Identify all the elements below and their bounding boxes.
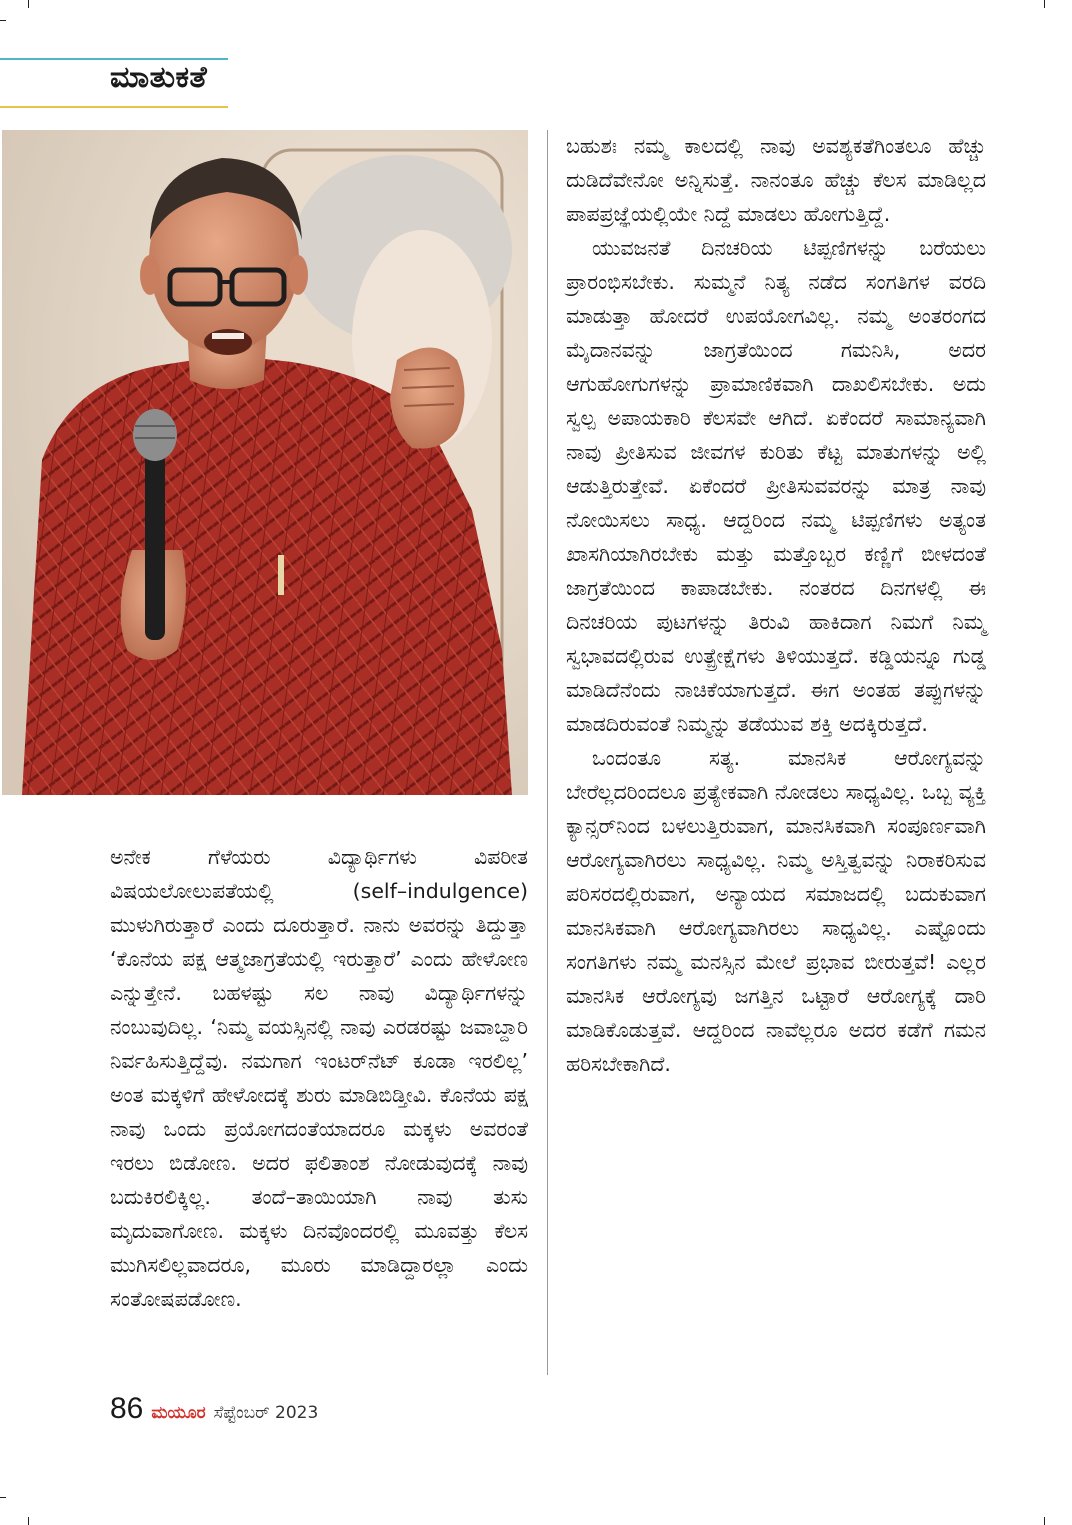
column-divider xyxy=(547,130,548,1375)
left-column xyxy=(110,840,528,1316)
right-paragraph: ಬಹುಶಃ ನಮ್ಮ ಕಾಲದಲ್ಲಿ ನಾವು ಅವಶ್ಯಕತೆಗಿಂತಲೂ ಹೆಚ್ಚು ದುಡಿದೆವೇನೋ ಅನ್ನಿಸುತ್ತೆ. ನಾನಂತೂ ಹೆಚ್ಚು ಕೆಲಸ ಮಾಡಿಲ್ಲದ ಪಾಪಪ್ರಜ್ಞೆಯಲ್ಲಿಯೇ ನಿದ್ದೆ ಮಾಡಲು ಹೋಗುತ್ತಿದ್ದೆ. xyxy=(566,134,986,226)
page-number: 86 xyxy=(110,1392,144,1425)
crop-mark-top-left xyxy=(28,0,29,8)
left-paragraph: ಅನೇಕ ಗೆಳೆಯರು ವಿದ್ಯಾರ್ಥಿಗಳು ವಿಪರೀತ ವಿಷಯಲೋಲುಪತೆಯಲ್ಲಿ (self–indulgence) ಮುಳುಗಿರುತ್ತಾರೆ ಎಂದು ದೂರುತ್ತಾರೆ. ನಾನು ಅವರನ್ನು ತಿದ್ದುತ್ತಾ ‘ಕೊನೆಯ ಪಕ್ಷ ಆತ್ಮಜಾಗ್ರತೆಯಲ್ಲಿ ಇರುತ್ತಾರೆ’ ಎಂದು ಹೇಳೋಣ ಎನ್ನುತ್ತೇನೆ. ಬಹಳಷ್ಟು ಸಲ ನಾವು ವಿದ್ಯಾರ್ಥಿಗಳನ್ನು ನಂಬುವುದಿಲ್ಲ. ‘ನಿಮ್ಮ ವಯಸ್ಸಿನಲ್ಲಿ ನಾವು ಎರಡರಷ್ಟು ಜವಾಬ್ದಾರಿ ನಿರ್ವಹಿಸುತ್ತಿದ್ದೆವು. ನಮಗಾಗ ಇಂಟರ್‌ನೆಟ್ ಕೂಡಾ ಇರಲಿಲ್ಲ’ ಅಂತ ಮಕ್ಕಳಿಗೆ ಹೇಳೋದಕ್ಕೆ ಶುರು ಮಾಡಿಬಿಡ್ತೀವಿ. ಕೊನೆಯ ಪಕ್ಷ ನಾವು ಒಂದು ಪ್ರಯೋಗದಂತೆಯಾದರೂ ಮಕ್ಕಳು ಅವರಂತೆ ಇರಲು ಬಿಡೋಣ. ಅದರ ಫಲಿತಾಂಶ ನೋಡುವುದಕ್ಕೆ ನಾವು ಬದುಕಿರಲಿಕ್ಕಿಲ್ಲ. ತಂದೆ–ತಾಯಿಯಾಗಿ ನಾವು ತುಸು ಮೃದುವಾಗೋಣ. ಮಕ್ಕಳು ದಿನವೊಂದರಲ್ಲಿ ಮೂವತ್ತು ಕೆಲಸ ಮುಗಿಸಲಿಲ್ಲವಾದರೂ, ಮೂರು ಮಾಡಿದ್ದಾರಲ್ಲಾ ಎಂದು ಸಂತೋಷಪಡೋಣ. xyxy=(110,845,528,1311)
page-footer xyxy=(110,1392,318,1426)
right-paragraph: ಯುವಜನತೆ ದಿನಚರಿಯ ಟಿಪ್ಪಣಿಗಳನ್ನು ಬರೆಯಲು ಪ್ರಾರಂಭಿಸಬೇಕು. ಸುಮ್ಮನೆ ನಿತ್ಯ ನಡೆದ ಸಂಗತಿಗಳ ವರದಿ ಮಾಡುತ್ತಾ ಹೋದರೆ ಉಪಯೋಗವಿಲ್ಲ. ನಮ್ಮ ಅಂತರಂಗದ ಮೈದಾನವನ್ನು ಜಾಗ್ರತೆಯಿಂದ ಗಮನಿಸಿ, ಅದರ ಆಗುಹೋಗುಗಳನ್ನು ಪ್ರಾಮಾಣಿಕವಾಗಿ ದಾಖಲಿಸಬೇಕು. ಅದು ಸ್ವಲ್ಪ ಅಪಾಯಕಾರಿ ಕೆಲಸವೇ ಆಗಿದೆ. ಏಕೆಂದರೆ ಸಾಮಾನ್ಯವಾಗಿ ನಾವು ಪ್ರೀತಿಸುವ ಜೀವಗಳ ಕುರಿತು ಕೆಟ್ಟ ಮಾತುಗಳನ್ನು ಅಲ್ಲಿ ಆಡುತ್ತಿರುತ್ತೇವೆ. ಏಕೆಂದರೆ ಪ್ರೀತಿಸುವವರನ್ನು ಮಾತ್ರ ನಾವು ನೋಯಿಸಲು ಸಾಧ್ಯ. ಆದ್ದರಿಂದ ನಮ್ಮ ಟಿಪ್ಪಣಿಗಳು ಅತ್ಯಂತ ಖಾಸಗಿಯಾಗಿರಬೇಕು ಮತ್ತು ಮತ್ತೊಬ್ಬರ ಕಣ್ಣಿಗೆ ಬೀಳದಂತೆ ಜಾಗ್ರತೆಯಿಂದ ಕಾಪಾಡಬೇಕು. ನಂತರದ ದಿನಗಳಲ್ಲಿ ಈ ದಿನಚರಿಯ ಪುಟಗಳನ್ನು ತಿರುವಿ ಹಾಕಿದಾಗ ನಿಮಗೆ ನಿಮ್ಮ ಸ್ವಭಾವದಲ್ಲಿರುವ ಉತ್ಪ್ರೇಕ್ಷೆಗಳು ತಿಳಿಯುತ್ತದೆ. ಕಡ್ಡಿಯನ್ನೂ ಗುಡ್ಡ ಮಾಡಿದೆನೆಂದು ನಾಚಿಕೆಯಾಗುತ್ತದೆ. ಈಗ ಅಂತಹ ತಪ್ಪುಗಳನ್ನು ಮಾಡದಿರುವಂತೆ ನಿಮ್ಮನ್ನು ತಡೆಯುವ ಶಕ್ತಿ ಅದಕ್ಕಿರುತ್ತದೆ. xyxy=(566,236,986,736)
right-paragraph: ಒಂದಂತೂ ಸತ್ಯ. ಮಾನಸಿಕ ಆರೋಗ್ಯವನ್ನು ಬೇರೆಲ್ಲದರಿಂದಲೂ ಪ್ರತ್ಯೇಕವಾಗಿ ನೋಡಲು ಸಾಧ್ಯವಿಲ್ಲ. ಒಬ್ಬ ವ್ಯಕ್ತಿ ಕ್ಯಾನ್ಸರ್‌ನಿಂದ ಬಳಲುತ್ತಿರುವಾಗ, ಮಾನಸಿಕವಾಗಿ ಸಂಪೂರ್ಣವಾಗಿ ಆರೋಗ್ಯವಾಗಿರಲು ಸಾಧ್ಯವಿಲ್ಲ. ನಿಮ್ಮ ಅಸ್ತಿತ್ವವನ್ನು ನಿರಾಕರಿಸುವ ಪರಿಸರದಲ್ಲಿರುವಾಗ, ಅನ್ಯಾಯದ ಸಮಾಜದಲ್ಲಿ ಬದುಕುವಾಗ ಮಾನಸಿಕವಾಗಿ ಆರೋಗ್ಯವಾಗಿರಲು ಸಾಧ್ಯವಿಲ್ಲ. ಎಷ್ಟೊಂದು ಸಂಗತಿಗಳು ನಮ್ಮ ಮನಸ್ಸಿನ ಮೇಲೆ ಪ್ರಭಾವ ಬೀರುತ್ತವೆ! ಎಲ್ಲರ ಮಾನಸಿಕ ಆರೋಗ್ಯವು ಜಗತ್ತಿನ ಒಟ್ಟಾರೆ ಆರೋಗ್ಯಕ್ಕೆ ದಾರಿ ಮಾಡಿಕೊಡುತ್ತವೆ. ಆದ್ದರಿಂದ ನಾವೆಲ್ಲರೂ ಅದರ ಕಡೆಗೆ ಗಮನ ಹರಿಸಬೇಕಾಗಿದೆ. xyxy=(566,746,986,1076)
crop-mark-bottom-right xyxy=(1044,1517,1045,1525)
issue-date: ಸೆಪ್ಟೆಂಬರ್ 2023 xyxy=(213,1403,319,1423)
magazine-name: ಮಯೂರ xyxy=(151,1403,206,1423)
section-title: ಮಾತುಕತೆ xyxy=(110,60,208,95)
speaker-photo xyxy=(2,130,528,795)
crop-mark-left-bottom xyxy=(0,1497,6,1498)
section-rule-bottom xyxy=(0,106,228,108)
right-column xyxy=(566,129,986,1081)
crop-mark-left-top xyxy=(0,20,6,21)
crop-mark-top-right xyxy=(1044,0,1045,8)
crop-mark-bottom-left xyxy=(28,1517,29,1525)
